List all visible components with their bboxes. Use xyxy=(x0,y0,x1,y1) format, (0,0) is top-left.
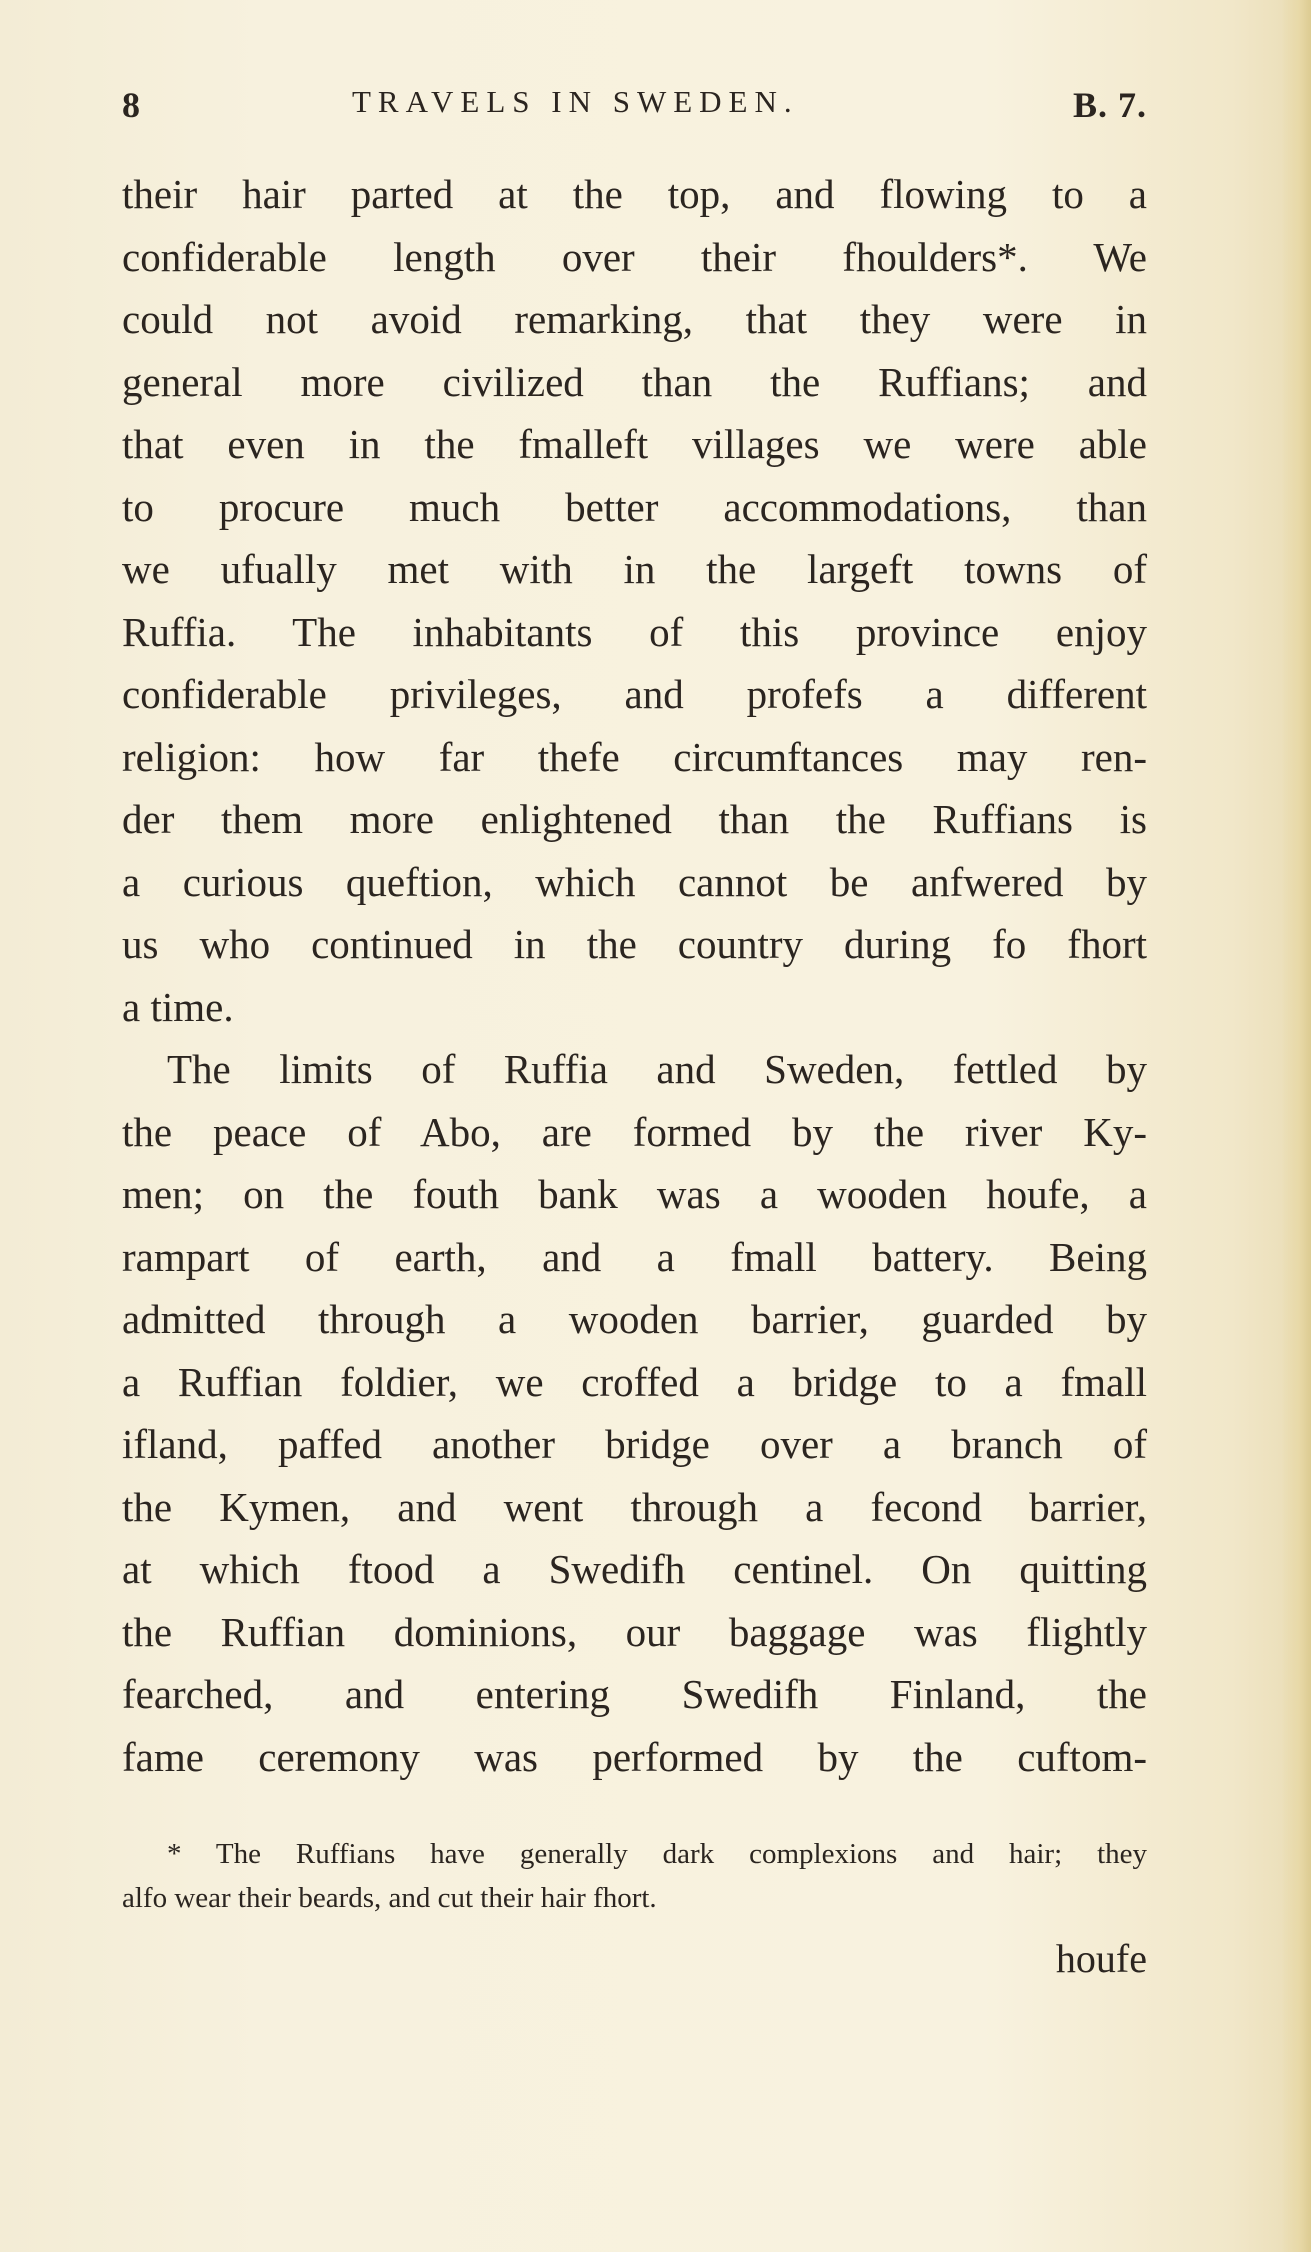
text-line: that even in the fmalleft villages we were able xyxy=(122,421,1147,467)
text-line: religion: how far thefe circumftances may ren- xyxy=(122,733,1147,780)
page-edge-shadow xyxy=(1281,0,1311,2252)
text-line: the peace of Abo, are formed by the river Ky- xyxy=(122,1108,1147,1155)
text-line: der them more enlightened than the Ruffians is xyxy=(122,796,1147,842)
footnote-line: * The Ruffians have generally dark complexions and hair; they xyxy=(167,1838,1147,1870)
text-line: men; on the fouth bank was a wooden houfe, a xyxy=(122,1171,1147,1217)
text-line: at which ftood a Swedifh centinel. On quitting xyxy=(122,1546,1147,1592)
running-header xyxy=(122,84,1147,134)
running-title: TRAVELS IN SWEDEN. xyxy=(352,84,799,119)
text-line: fearched, and entering Swedifh Finland, the xyxy=(122,1671,1147,1717)
text-line: a Ruffian foldier, we croffed a bridge to a fmall xyxy=(122,1358,1147,1405)
page-number: 8 xyxy=(122,85,141,125)
text-line: confiderable privileges, and profefs a different xyxy=(122,671,1147,717)
signature-mark: B. 7. xyxy=(1072,85,1147,125)
text-line: a time. xyxy=(122,983,234,1030)
text-line: the Ruffian dominions, our baggage was flightly xyxy=(122,1608,1147,1655)
text-line: Ruffia. The inhabitants of this province enjoy xyxy=(122,608,1147,655)
text-line: rampart of earth, and a fmall battery. Being xyxy=(122,1233,1147,1280)
text-line: to procure much better accommodations, than xyxy=(122,483,1147,530)
text-line: a curious queftion, which cannot be anfwered by xyxy=(122,858,1147,905)
text-line: ifland, paffed another bridge over a branch of xyxy=(122,1421,1147,1467)
text-line: us who continued in the country during fo fhort xyxy=(122,921,1147,967)
text-line: their hair parted at the top, and flowing to a xyxy=(122,171,1147,217)
text-line: admitted through a wooden barrier, guarded by xyxy=(122,1296,1147,1342)
text-line: could not avoid remarking, that they were in xyxy=(122,296,1147,342)
catchword: houfe xyxy=(1055,1936,1147,1981)
footnote xyxy=(122,1832,1147,1920)
text-line: The limits of Ruffia and Sweden, fettled by xyxy=(167,1046,1147,1092)
text-line: the Kymen, and went through a fecond barrier, xyxy=(122,1483,1147,1530)
body-text xyxy=(122,163,1147,1788)
text-line: we ufually met with in the largeft towns of xyxy=(122,546,1147,592)
text-line: confiderable length over their fhoulders*. We xyxy=(122,233,1147,280)
text-line: general more civilized than the Ruffians; and xyxy=(122,358,1147,405)
text-line: fame ceremony was performed by the cuftom- xyxy=(122,1733,1147,1780)
footnote-line: alfo wear their beards, and cut their hair fhort. xyxy=(122,1882,657,1914)
